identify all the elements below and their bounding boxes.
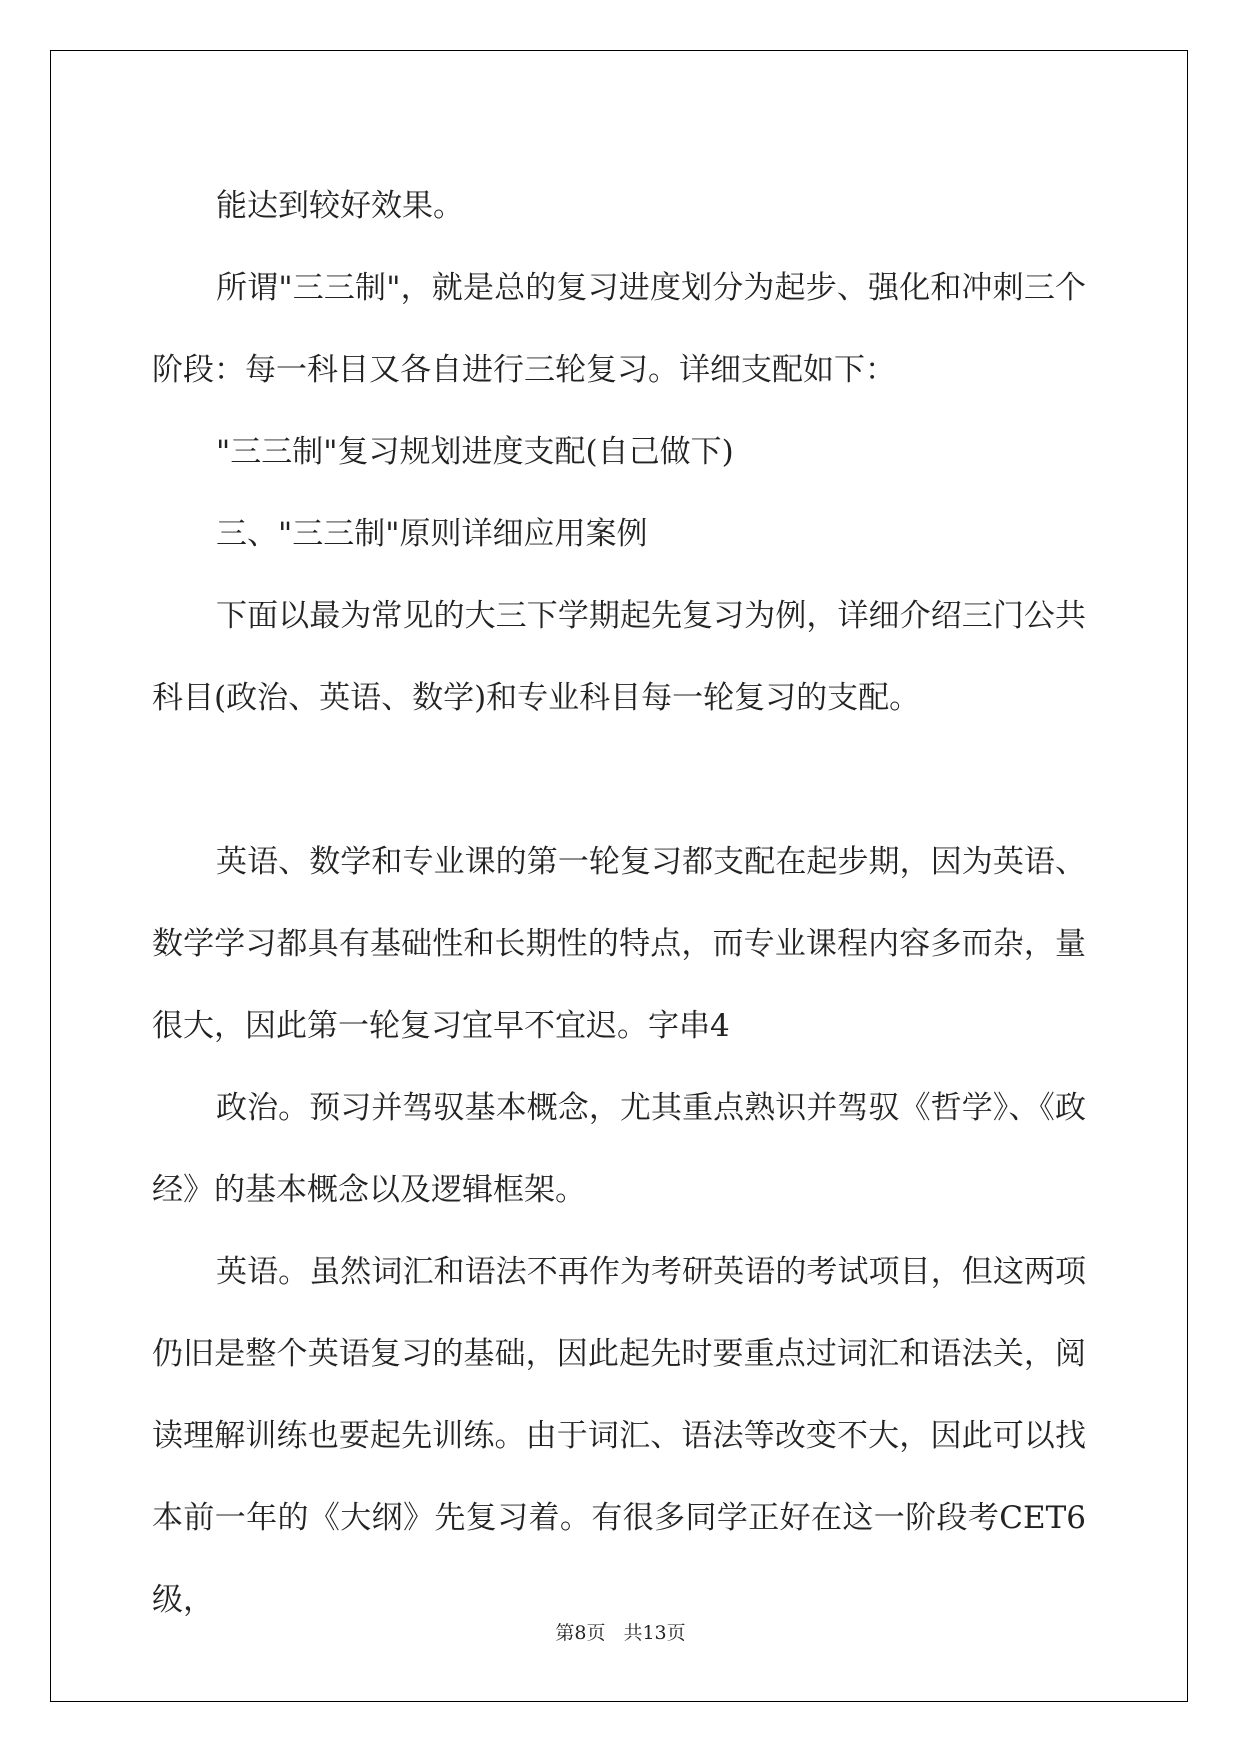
document-body <box>152 165 1086 1641</box>
page-footer <box>0 1618 1241 1645</box>
paragraph: 三、"三三制"原则详细应用案例 <box>216 516 648 552</box>
paragraph: 政治。预习并驾驭基本概念，尤其重点熟识并驾驭《哲学》、《政经》的基本概念以及逻辑框架。 <box>152 1090 1086 1208</box>
paragraph: 英语、数学和专业课的第一轮复习都支配在起步期，因为英语、数学学习都具有基础性和长期性的特点，而专业课程内容多而杂，量很大，因此第一轮复习宜早不宜迟。字串4 <box>152 844 1086 1044</box>
paragraph: 能达到较好效果。 <box>216 188 464 224</box>
paragraph-spacer <box>152 739 1086 821</box>
paragraph: 所谓"三三制"，就是总的复习进度划分为起步、强化和冲刺三个阶段：每一科目又各自进行三轮复习。详细支配如下： <box>152 270 1086 388</box>
paragraph: 英语。虽然词汇和语法不再作为考研英语的考试项目，但这两项仍旧是整个英语复习的基础，因此起先时要重点过词汇和语法关，阅读理解训练也要起先训练。由于词汇、语法等改变不大，因此可以找本前一年的《大纲》先复习着。有很多同学正好在这一阶段考CET6级， <box>152 1254 1086 1618</box>
page-total: 共13页 <box>623 1622 686 1644</box>
paragraph: 下面以最为常见的大三下学期起先复习为例，详细介绍三门公共科目(政治、英语、数学)和专业科目每一轮复习的支配。 <box>152 598 1086 716</box>
page-number: 第8页 <box>555 1622 606 1644</box>
paragraph: "三三制"复习规划进度支配(自己做下) <box>216 434 734 470</box>
